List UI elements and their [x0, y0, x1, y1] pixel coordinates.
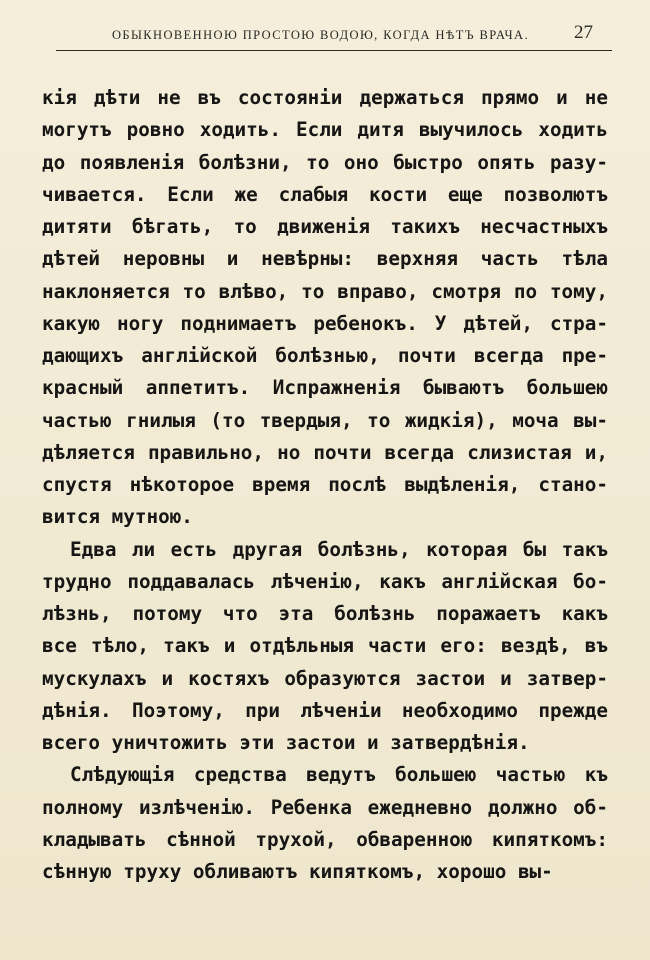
- text-line: какую ногу поднимаетъ ребенокъ. У дѣтей, стра-: [42, 311, 608, 335]
- text-line: Едва ли есть другая болѣзнь, которая бы такъ: [70, 537, 608, 561]
- text-line: могутъ ровно ходить. Если дитя выучилось ходить: [42, 118, 608, 142]
- header-rule: [56, 50, 612, 51]
- text-line: лѣзнь, потому что эта болѣзнь поражаетъ какъ: [42, 602, 608, 625]
- text-line: чивается. Если же слабыя кости еще позволютъ: [42, 182, 608, 206]
- text-line: всего уничтожить эти застои и затвердѣнія.: [42, 731, 530, 754]
- paragraph-3: [42, 759, 608, 888]
- body-text: [42, 82, 608, 888]
- text-line: спустя нѣкоторое время послѣ выдѣленія, стано-: [42, 473, 608, 496]
- text-line: сѣнную труху обливаютъ кипяткомъ, хорошо вы-: [42, 860, 553, 883]
- text-line: кладывать сѣнной трухой, обваренною кипяткомъ:: [42, 827, 608, 851]
- text-line: дитяти бѣгать, то движенія такихъ несчастныхъ: [42, 215, 608, 238]
- text-line: дѣляется правильно, но почти всегда слизистая и,: [42, 440, 608, 464]
- text-line: Слѣдующія средства ведутъ большею частью къ: [70, 763, 608, 787]
- text-line: мускулахъ и костяхъ образуются застои и затвер-: [42, 666, 608, 690]
- text-line: частью гнилыя (то твердыя, то жидкія), моча вы-: [42, 408, 608, 432]
- text-line: полному излѣченію. Ребенка ежедневно должно об-: [42, 795, 608, 819]
- page-number: 27: [574, 22, 593, 43]
- text-line: кія дѣти не въ состояніи держаться прямо и не: [42, 86, 608, 109]
- text-line: до появленія болѣзни, то оно быстро опять разу-: [42, 150, 608, 174]
- text-line: дѣнія. Поэтому, при лѣченіи необходимо прежде: [42, 698, 608, 722]
- text-line: все тѣло, такъ и отдѣльныя части его: вездѣ, въ: [42, 634, 608, 658]
- paragraph-2: [42, 534, 608, 760]
- text-line: дающихъ англійской болѣзнью, почти всегда пре-: [42, 344, 608, 367]
- text-line: дѣтей неровны и невѣрны: верхняя часть тѣла: [42, 247, 608, 271]
- paragraph-1: [42, 82, 608, 534]
- running-head: ОБЫКНОВЕННОЮ ПРОСТОЮ ВОДОЮ, КОГДА НѢТЪ ВРАЧА.: [112, 28, 529, 42]
- text-line: красный аппетитъ. Испражненія бываютъ большею: [42, 376, 608, 400]
- text-line: вится мутною.: [42, 505, 193, 529]
- text-line: трудно поддавалась лѣченію, какъ англійская бо-: [42, 569, 608, 593]
- text-line: наклоняется то влѣво, то вправо, смотря по тому,: [42, 279, 608, 303]
